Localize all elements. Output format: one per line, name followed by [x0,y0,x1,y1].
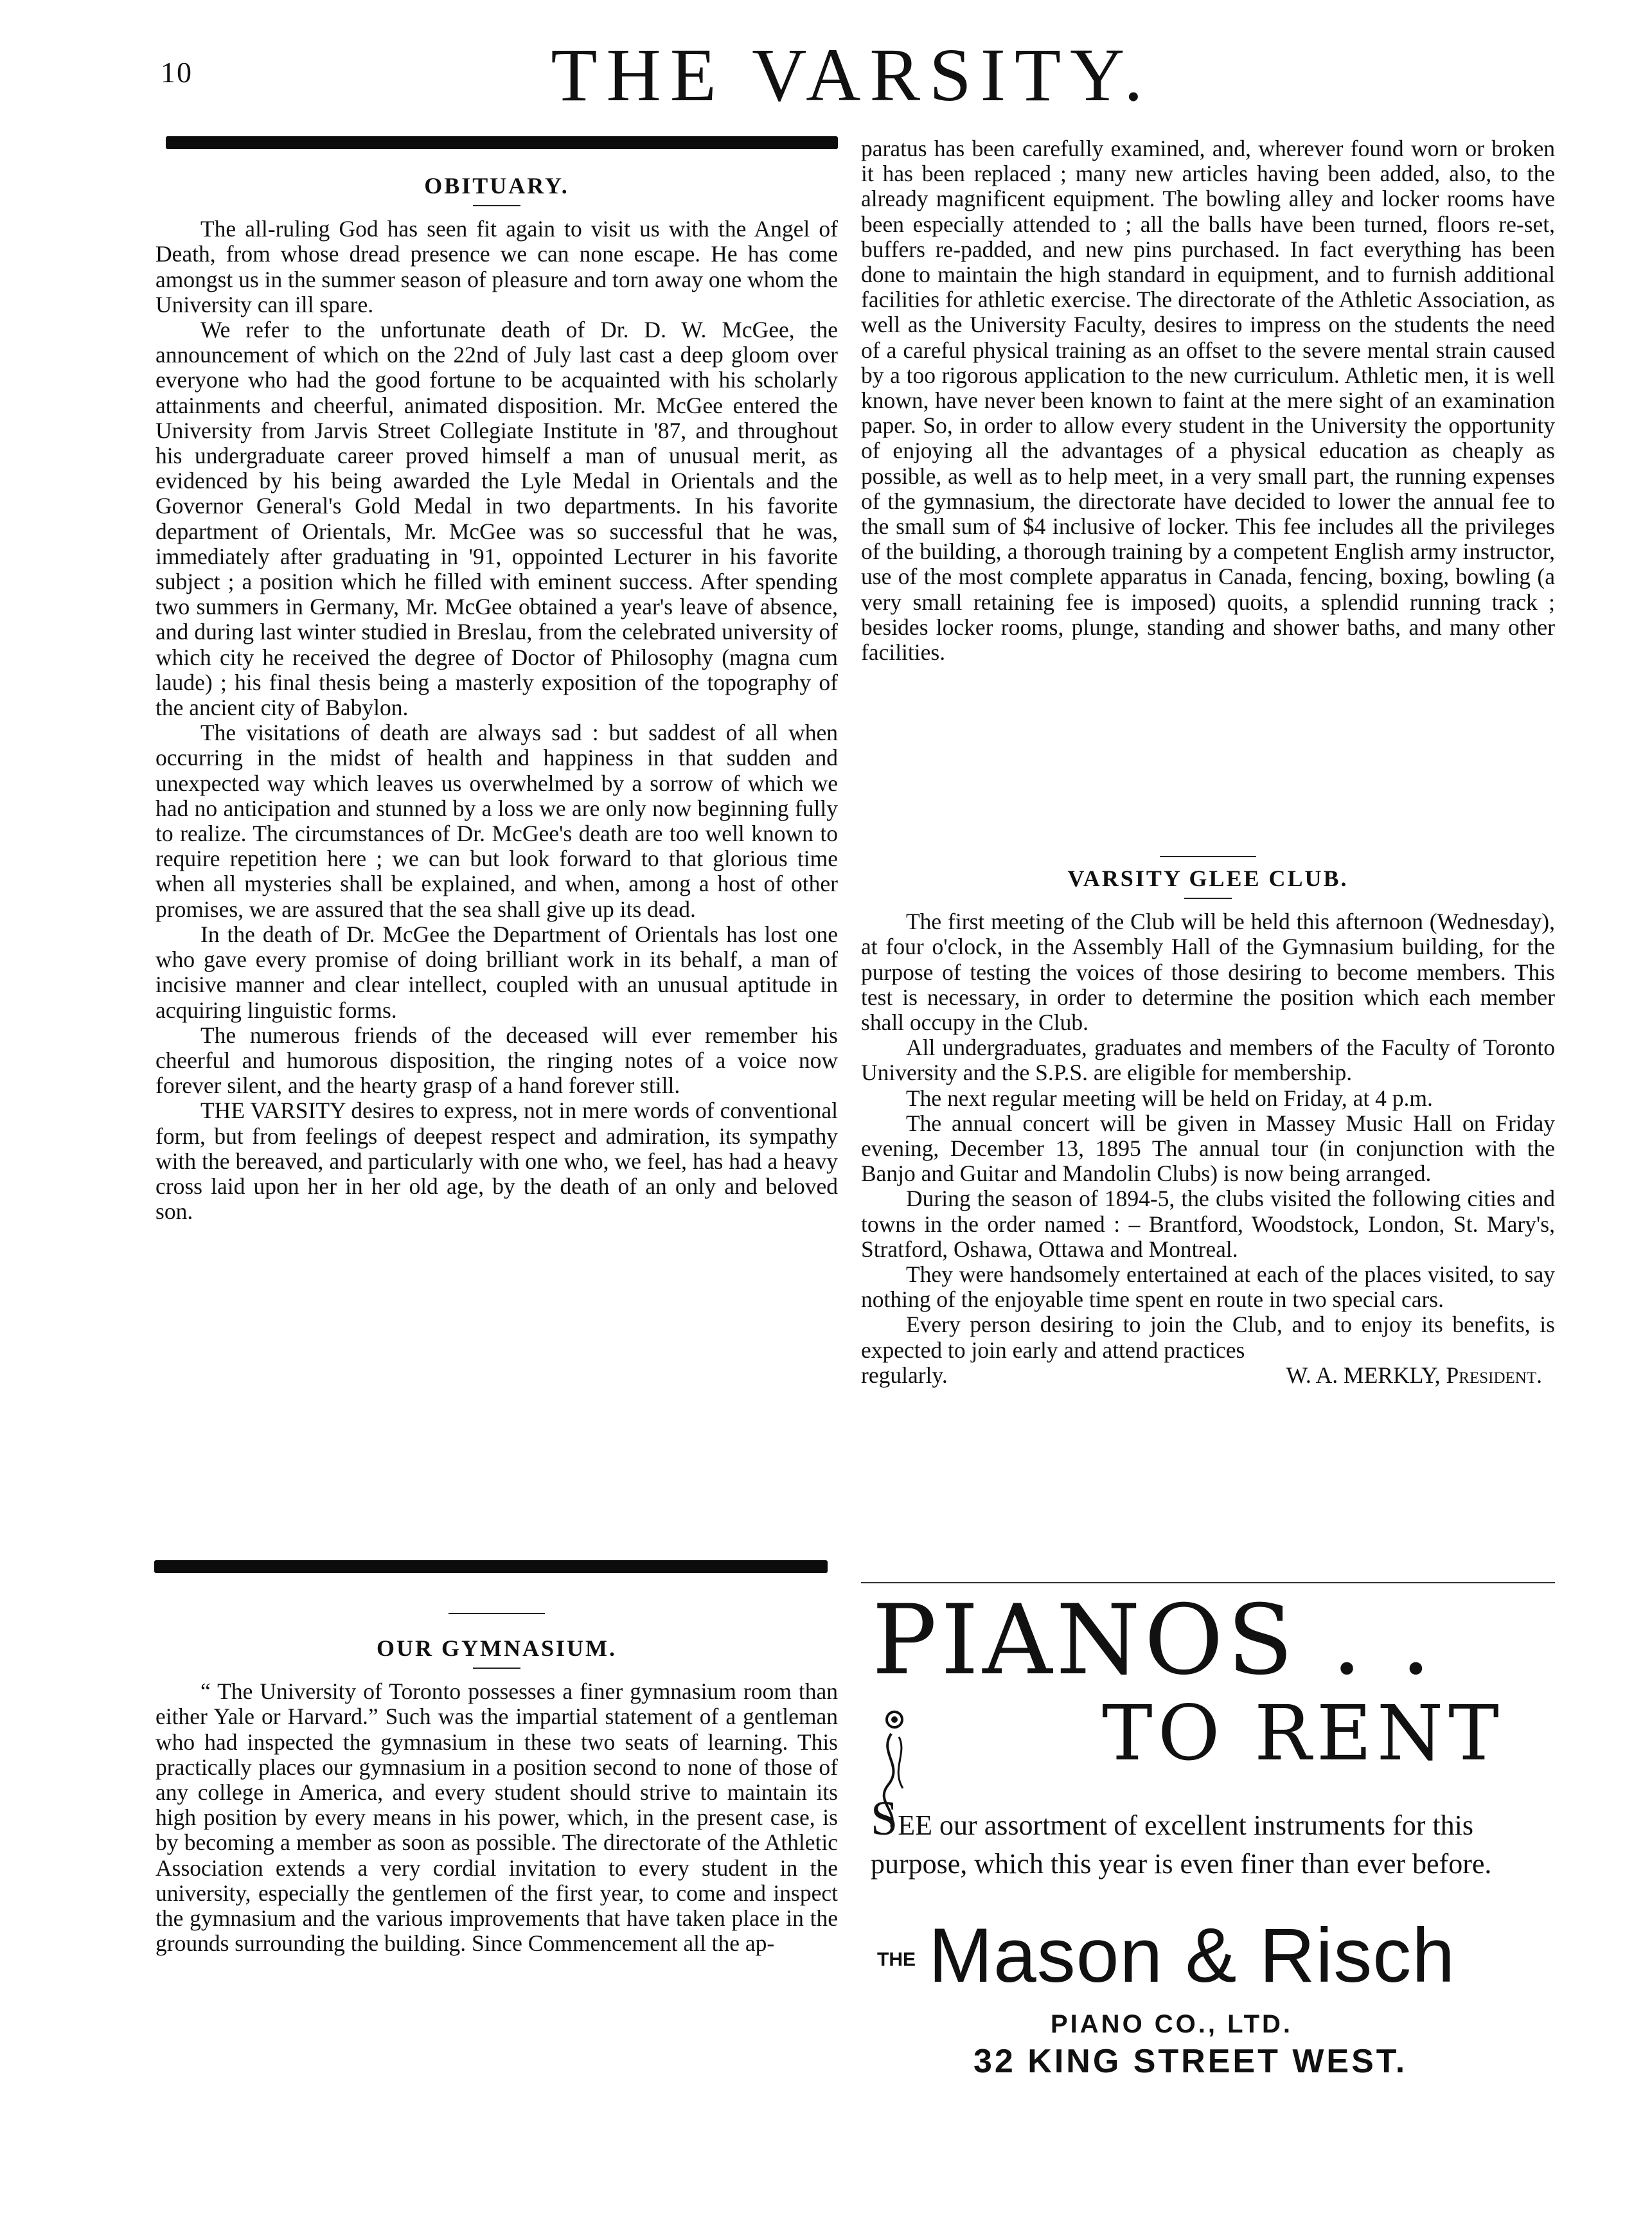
ad-top-rule [861,1582,1555,1583]
ad-headline: PIANOS . . [872,1585,1435,1696]
glee-club-signature-line [861,1363,1555,1388]
ad-body-text [871,1792,1565,1883]
heading-rule [473,205,520,206]
obituary-paragraph: We refer to the unfortunate death of Dr. D. W. McGee, the announcement of which on the 22nd of July last cast a deep gloom over everyone who had the good fortune to be acquainted with his scholarly attainments and cheerful, animated disposition. Mr. McGee entered the University from Jarvis Street Collegiate Institute in '87, and throughout his undergraduate career proved himself a man of unusual merit, as evidenced by his being awarded the Lyle Medal in Orientals and the Governor General's Gold Medal in two departments. In his favorite department of Orientals, Mr. McGee was so successful that he was, immediately after graduating in '91, oppointed Lecturer in his favorite subject ; a position which he filled with eminent success. After spending two summers in Germany, Mr. McGee obtained a year's leave of absence, and during last winter studied in Breslau, from the celebrated university of which city he received the degree of Doctor of Philosophy (magna cum laude) ; his final thesis being a masterly exposition of the topography of the ancient city of Babylon. [155,317,838,721]
ad-dropcap: S [871,1792,898,1846]
gymnasium-paragraph: “ The University of Toronto possesses a finer gymnasium room than either Yale or Harvard.” Such was the impartial statement of a gentleman who had inspected the gymnasium in these two seats of learning. This practically places our gymnasium in a position second to none of those of any college in America, and every student should strive to maintain its high position by every means in his power, which, in the present case, is by becoming a member as soon as possible. The directorate of the Athletic Association extends a very cordial invitation to every student in the university, especially the gentlemen of the first year, to come and inspect the gymnasium and the various improvements that have taken place in the grounds surrounding the building. Since Commencement all the ap- [155,1678,838,1957]
masthead-title: THE VARSITY. [551,33,1152,117]
mid-left-rule [154,1560,828,1573]
glee-club-paragraph: During the season of 1894-5, the clubs visited the following cities and towns in the order named : – Brantford, Woodstock, London, St. Mary's, Stratford, Oshawa, Ottawa and Montreal. [861,1186,1555,1262]
signature: W. A. MERKLY, President. [1286,1362,1542,1388]
glee-club-paragraph: The next regular meeting will be held on Friday, at 4 p.m. [906,1085,1433,1111]
ad-company-subtitle: PIANO CO., LTD. [1051,2010,1293,2038]
gymnasium-article [155,1606,838,1956]
glee-club-paragraph: The first meeting of the Club will be held this afternoon (Wednesday), at four o'clock, in the Assembly Hall of the Gymnasium building, for the purpose of testing the voices of those desiring to become members. This test is necessary, in order to determine the position which each member shall occupy in the Club. [861,909,1555,1036]
glee-club-heading: VARSITY GLEE CLUB. [1067,866,1349,891]
heading-rule [449,1613,545,1614]
glee-club-paragraph: The annual concert will be given in Massey Music Hall on Friday evening, December 13, 1895 The annual tour (in conjunction with the Banjo and Guitar and Mandolin Clubs) is now being arranged. [861,1110,1555,1187]
obituary-paragraph: The all-ruling God has seen fit again to visit us with the Angel of Death, from whose dread presence we can none escape. He has come amongst us in the summer season of pleasure and torn away one whom the University can ill spare. [155,216,838,317]
heading-rule [473,1668,520,1669]
ad-body: EE our assortment of excellent instruments for this purpose, which this year is even finer than ever before. [871,1810,1492,1880]
gymnasium-continued [861,136,1555,665]
glee-club-paragraph: Every person desiring to join the Club, and to enjoy its benefits, is expected to join early and attend practices [861,1312,1555,1363]
obituary-paragraph: The visitations of death are always sad : but saddest of all when occurring in the midst of health and happiness in that sudden and unexpected way which leaves us overwhelmed by a sorrow of which we had no anticipation and stunned by a loss we are only now beginning fully to realize. The circumstances of Dr. McGee's death are too well known to require repetition here ; we can but look forward to that glorious time when all mysteries shall be explained, and when, among a host of other promises, we are assured that the sea shall give up its dead. [155,720,838,922]
ad-the-label: THE [877,1949,916,1970]
closing-word: regularly. [861,1362,948,1388]
heading-rule [1184,898,1232,899]
gymnasium-heading: OUR GYMNASIUM. [377,1635,617,1661]
obituary-article [155,173,838,1224]
obituary-paragraph: THE VARSITY desires to express, not in mere words of conventional form, but from feelings of deepest respect and admiration, its sympathy with the bereaved, and particularly with one who, we feel, has had a heavy cross laid upon her in her old age, by the death of an only and beloved son. [155,1098,838,1225]
glee-club-article [861,850,1555,1388]
obituary-paragraph: The numerous friends of the deceased will ever remember his cheerful and humorous disposition, the ringing notes of a voice now forever silent, and the hearty grasp of a hand forever still. [155,1022,838,1099]
top-left-rule [166,136,838,149]
glee-club-paragraph: They were handsomely entertained at each of the places visited, to say nothing of the enjoyable time spent en route in two special cars. [861,1261,1555,1313]
ad-address: 32 KING STREET WEST. [973,2043,1408,2080]
obituary-heading: OBITUARY. [424,173,569,199]
obituary-paragraph: In the death of Dr. McGee the Department of Orientals has lost one who gave every promise of doing brilliant work in its behalf, a man of incisive manner and clear intellect, coupled with an unusual aptitude in acquiring linguistic forms. [155,921,838,1023]
gymnasium-paragraph-continued: paratus has been carefully examined, and, wherever found worn or broken it has been replaced ; many new articles having been added, also, to the already magnificent equipment. The bowling alley and locker rooms have been especially attended to ; all the balls have been turned, floors re-set, buffers re-padded, and new pins purchased. In fact everything has been done to maintain the high standard in equipment, and to furnish additional facilities for athletic exercise. The directorate of the Athletic Association, as well as the University Faculty, desires to impress on the students the need of a careful physical training as an offset to the severe mental strain caused by a too rigorous application to the new curriculum. Athletic men, it is well known, have never been known to faint at the mere sight of an examination paper. So, in order to allow every student in the University the opportunity of enjoying all the advantages of a physical education as cheaply as possible, as well as to help meet, in a very small part, the running expenses of the gymnasium, the directorate have decided to lower the annual fee to the small sum of $4 inclusive of locker. This fee includes all the privileges of the building, a thorough training by a competent English army instructor, use of the most complete apparatus in Canada, fencing, boxing, bowling (a very small retaining fee is imposed) quoits, a splendid running track ; besides locker rooms, plunge, standing and shower baths, and many other facilities. [861,136,1555,666]
ad-company-name: Mason & Risch [928,1912,1455,1998]
page-number: 10 [161,56,193,89]
piano-advertisement [858,1585,1565,2087]
ad-subheadline: TO RENT [1102,1689,1504,1777]
heading-rule [1160,856,1256,857]
glee-club-paragraph: All undergraduates, graduates and members of the Faculty of Toronto University and the S.P.S. are eligible for membership. [861,1035,1555,1086]
